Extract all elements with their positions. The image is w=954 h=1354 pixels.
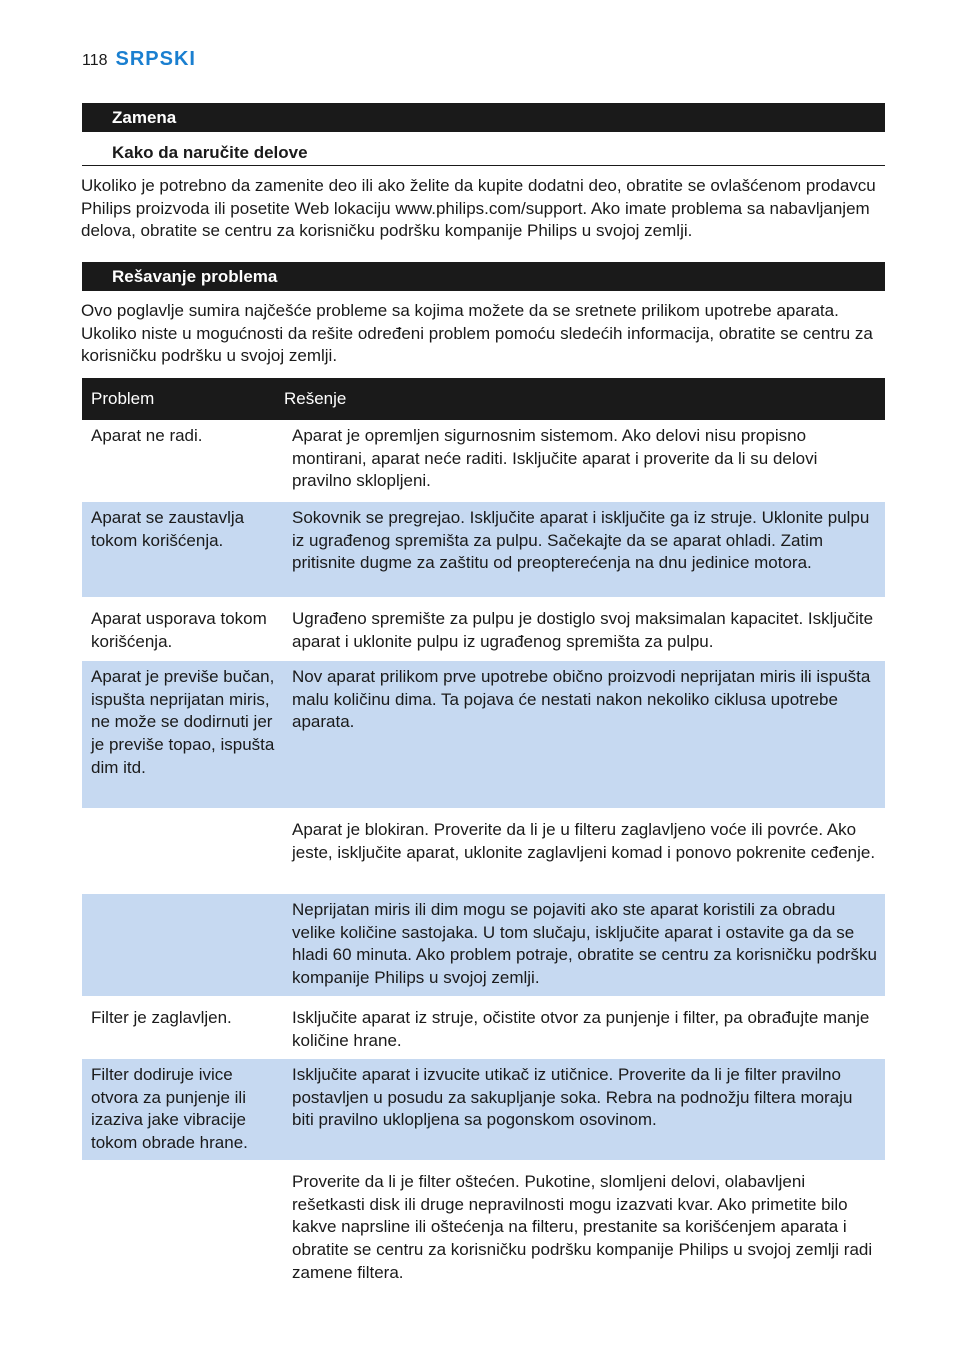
page-header [82,48,196,74]
language-title: SRPSKI [115,48,196,70]
solution-cell: Aparat je blokiran. Proverite da li je u filteru zaglavljeno voće ili povrće. Ako jeste, isključite aparat, uklonite zaglavljeni komad i ponovo pokrenite ceđenje. [292,820,876,862]
solution-cell: Aparat je opremljen sigurnosnim sistemom. Ako delovi nisu propisno montirani, aparat neće raditi. Isključite aparat i proverite da li su delovi pravilno sklopljeni. [292,426,818,491]
paragraph-ordering-parts: Ukoliko je potrebno da zamenite deo ili ako želite da kupite dodatni deo, obratite se ovlašćenom prodavcu Philips proizvoda ili posetite Web lokaciju www.philips.com/support. Ako imate problema sa nabavljanjem delova, obratite se centru za korisničku podršku kompanije Philips u svojoj zemlji. [81,176,876,241]
problem-cell [82,894,284,996]
solution-cell: Sokovnik se pregrejao. Isključite aparat i isključite ga iz struje. Uklonite pulpu iz ugrađenog spremišta za pulpu. Sačekajte da se aparat ohladi. Zatim pritisnite dugme za zaštitu od preopterećenja na dnu jedinice motora. [292,508,870,573]
page-number: 118 [82,52,108,69]
problem-cell [82,814,284,888]
subsection-title-ordering-parts: Kako da naručite delove [82,142,885,166]
table-row [82,1059,885,1160]
problem-cell [82,1166,284,1291]
problem-cell: Aparat se zaustavlja tokom korišćenja. [91,508,245,550]
table-header [82,378,885,420]
problem-cell: Aparat ne radi. [91,426,203,445]
solution-cell: Ugrađeno spremište za pulpu je dostiglo svoj maksimalan kapacitet. Isključite aparat i uklonite pulpu iz ugrađenog spremišta za pulpu. [292,609,874,651]
problem-cell: Filter je zaglavljen. [91,1008,232,1027]
troubleshooting-table [82,378,885,1297]
section-title-replacement: Zamena [82,103,885,132]
solution-cell: Isključite aparat iz struje, očistite otvor za punjenje i filter, pa obrađujte manje količine hrane. [292,1008,870,1050]
paragraph-troubleshooting-intro: Ovo poglavlje sumira najčešće probleme sa kojima možete da se sretnete prilikom upotrebe aparata. Ukoliko niste u mogućnosti da rešite određeni problem pomoću sledećih informacija, obratite se centru za korisničku podršku u svojoj zemlji. [81,301,873,366]
solution-cell: Proverite da li je filter oštećen. Pukotine, slomljeni delovi, olabavljeni rešetkasti disk ili druge nepravilnosti mogu izazvati kvar. Ako primetite bilo kakve naprsline ili oštećenja na filteru, prestanite sa korišćenjem aparata i obratite se centru za korisničku podršku kompanije Philips u svojoj zemlji radi zamene filtera. [292,1172,873,1282]
header-problem: Problem [91,389,155,408]
table-row [82,814,885,888]
table-row [82,603,885,655]
table-row [82,420,885,496]
section-title-troubleshooting: Rešavanje problema [82,262,885,291]
table-row [82,502,885,597]
problem-cell: Aparat usporava tokom korišćenja. [91,609,267,651]
table-row [82,1002,885,1053]
table-row [82,1166,885,1291]
problem-cell: Aparat je previše bučan, ispušta neprijatan miris, ne može se dodirnuti jer je previše topao, ispušta dim itd. [91,667,275,777]
solution-cell: Isključite aparat i izvucite utikač iz utičnice. Proverite da li je filter pravilno postavljen u posudu za sakupljanje soka. Rebra na podnožju filtera moraju biti pravilno uklopljena sa pogonskom osovinom. [292,1065,853,1130]
solution-cell: Nov aparat prilikom prve upotrebe obično proizvodi neprijatan miris ili ispušta malu količinu dima. Ta pojava će nestati nakon nekoliko ciklusa upotrebe aparata. [292,667,871,732]
table-row [82,894,885,996]
solution-cell: Neprijatan miris ili dim mogu se pojaviti ako ste aparat koristili za obradu velike količine sastojaka. U tom slučaju, isključite aparat i ostavite ga da se hladi 60 minuta. Ako problem potraje, obratite se centru za korisničku podršku kompanije Philips u svojoj zemlji. [292,900,877,988]
header-solution: Rešenje [284,389,347,408]
table-row [82,661,885,808]
problem-cell: Filter dodiruje ivice otvora za punjenje ili izaziva jake vibracije tokom obrade hrane. [91,1065,248,1153]
